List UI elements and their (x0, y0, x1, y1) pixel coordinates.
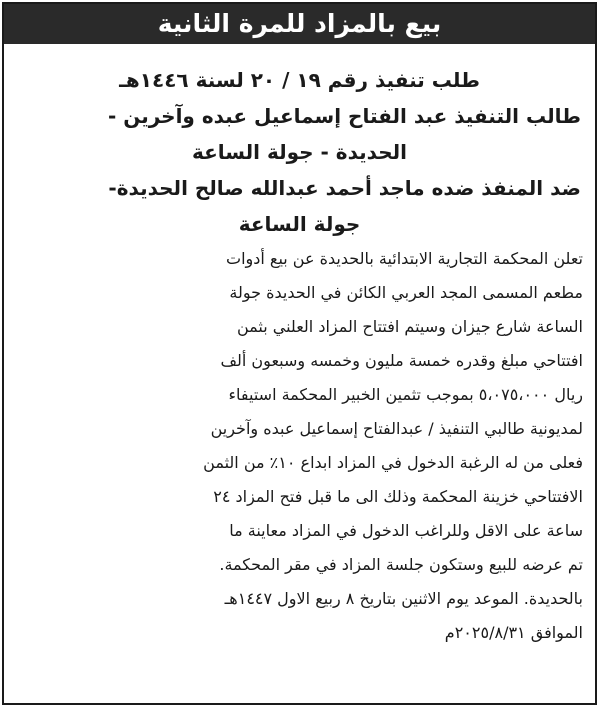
body-line: بالحديدة. الموعد يوم الاثنين بتاريخ ٨ ربيع الاول ١٤٤٧هـ (224, 589, 583, 608)
body-line: تم عرضه للبيع وستكون جلسة المزاد في مقر المحكمة. (219, 555, 583, 574)
body-line: لمديونية طالبي التنفيذ / عبدالفتاح إسماعيل عبده وآخرين (210, 419, 583, 438)
notice-body (4, 242, 595, 650)
case-request-line: طلب تنفيذ رقم ١٩ / ٢٠ لسنة ١٤٤٦هـ (119, 68, 480, 92)
body-line: ريال ٥،٠٧٥،٠٠٠ بموجب تثمين الخبير المحكمة استيفاء (228, 385, 583, 404)
case-applicant-line: طالب التنفيذ عبد الفتاح إسماعيل عبده وآخرين - (107, 104, 581, 128)
case-respondent-line: ضد المنفذ ضده ماجد أحمد عبدالله صالح الحديدة- (108, 176, 581, 200)
notice-header-title: بيع بالمزاد للمرة الثانية (157, 9, 442, 38)
body-line: مطعم المسمى المجد العربي الكائن في الحديدة جولة (229, 283, 583, 302)
auction-notice (2, 2, 597, 705)
notice-header (4, 4, 595, 44)
body-line: ساعة على الاقل وللراغب الدخول في المزاد معاينة ما (229, 521, 583, 540)
case-respondent-location-line: جولة الساعة (238, 212, 361, 236)
body-line: الافتتاحي خزينة المحكمة وذلك الى ما قبل فتح المزاد ٢٤ (213, 487, 583, 506)
body-line: افتتاحي مبلغ وقدره خمسة مليون وخمسه وسبعون ألف (220, 351, 583, 370)
body-line: فعلى من له الرغبة الدخول في المزاد ابداع ١٠٪ من الثمن (203, 453, 583, 472)
body-date-line: الموافق ٢٠٢٥/٨/٣١م (444, 623, 583, 642)
body-line: تعلن المحكمة التجارية الابتدائية بالحديدة عن بيع أدوات (226, 249, 583, 268)
case-title-block (4, 44, 595, 242)
body-line: الساعة شارع جيزان وسيتم افتتاح المزاد العلني بثمن (236, 317, 583, 336)
case-applicant-location-line: الحديدة - جولة الساعة (192, 140, 407, 164)
